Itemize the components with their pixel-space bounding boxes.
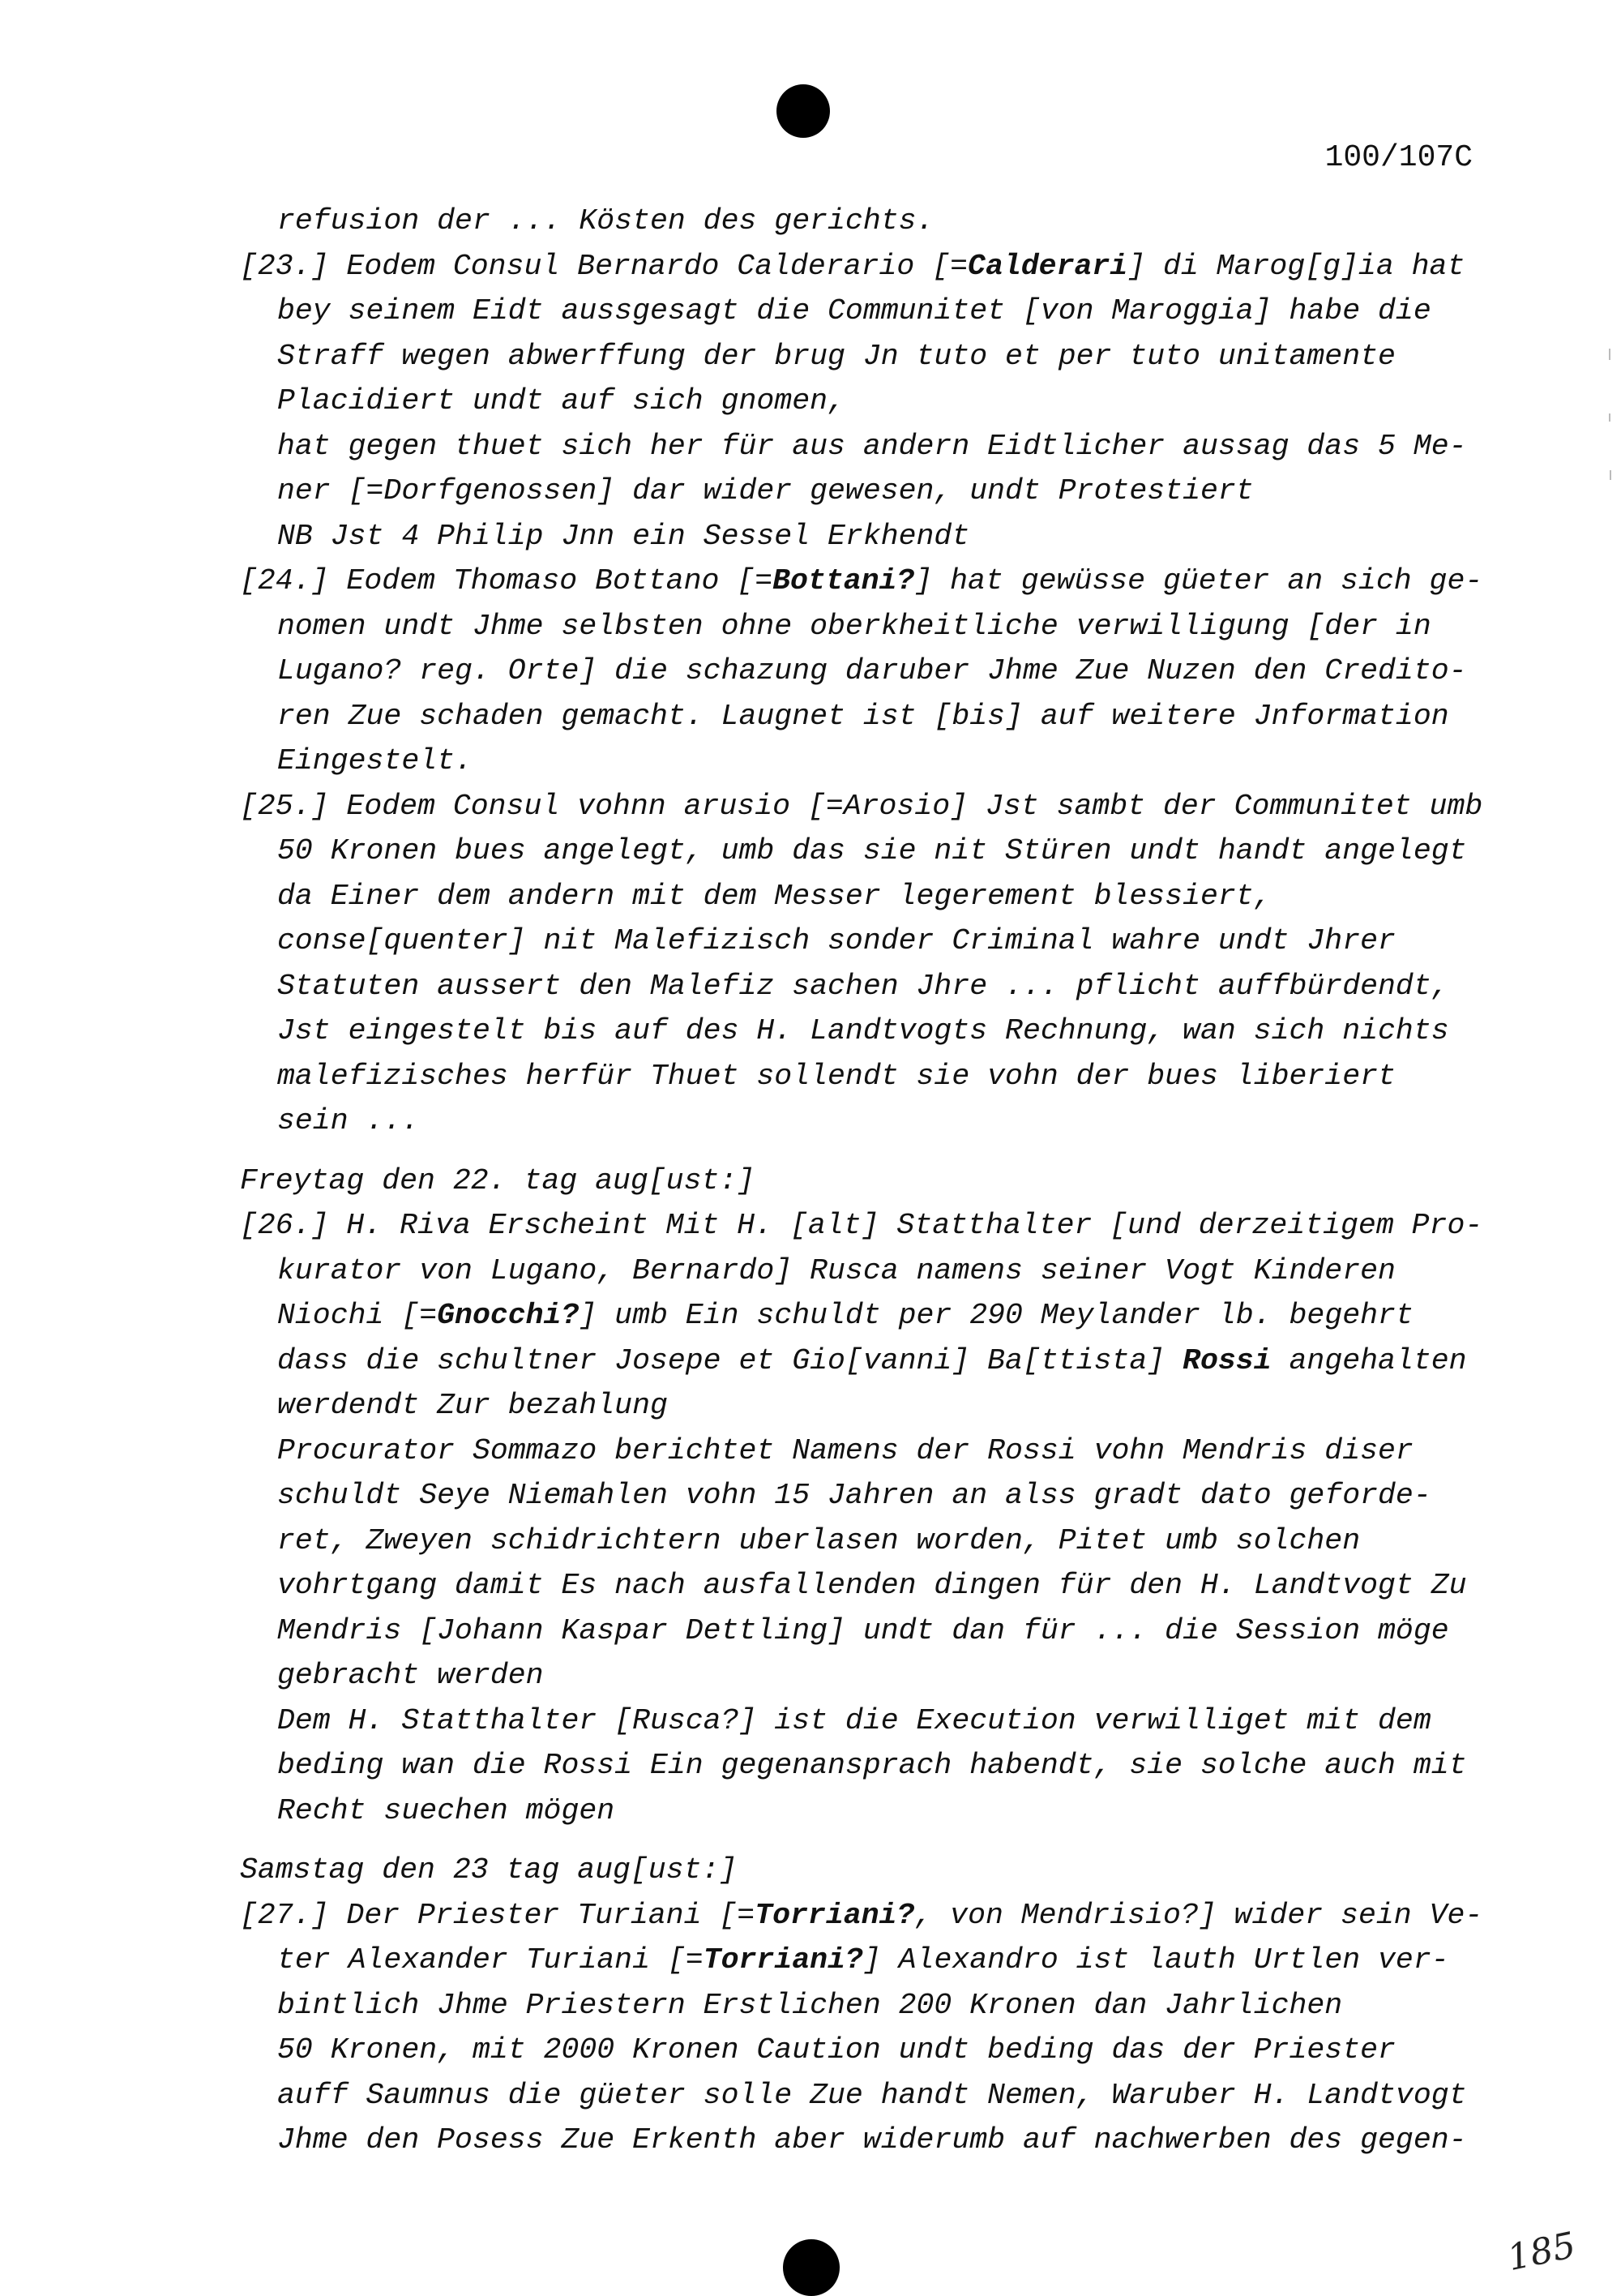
text-segment: Eingestelt. [277, 744, 473, 777]
text-line [240, 649, 1504, 694]
text-segment: werdendt Zur bezahlung [277, 1389, 668, 1422]
text-line [240, 559, 1504, 604]
text-segment: dass die schultner Josepe et Gio[vanni] Ba[ttista] [277, 1343, 1183, 1377]
name-emphasis: Bottani? [772, 564, 915, 598]
text-segment: [27.] Der Priester Turiani [= [240, 1898, 755, 1932]
text-line [240, 1203, 1504, 1249]
text-segment: ] Alexandro ist lauth Urtlen ver- [862, 1943, 1449, 1977]
text-segment: bey seinem Eidt aussgesagt die Communitet [von Maroggia] habe die [277, 294, 1431, 328]
text-segment: beding wan die Rossi Ein gegenansprach habendt, sie solche auch mit [277, 1749, 1467, 1782]
text-segment: Jst eingestelt bis auf des H. Landtvogts Rechnung, wan sich nichts [277, 1014, 1449, 1047]
text-line [240, 514, 1504, 559]
name-emphasis: Calderari [968, 249, 1128, 283]
text-segment: Straff wegen abwerffung der brug Jn tuto et per tuto unitamente [277, 339, 1396, 373]
text-segment: [24.] Eodem Thomaso Bottano [= [240, 564, 773, 598]
text-segment: 50 Kronen bues angelegt, umb das sie nit Stüren undt handt angelegt [277, 834, 1467, 867]
text-segment: refusion der ... Kösten des gerichts. [277, 204, 935, 238]
text-line [240, 784, 1504, 829]
text-line [240, 1983, 1504, 2028]
text-line [240, 1848, 1504, 1893]
name-emphasis: Torriani? [755, 1898, 915, 1932]
text-line [240, 739, 1504, 784]
text-line [240, 1519, 1504, 1564]
text-segment: ] umb Ein schuldt per 290 Meylander lb. begehrt [579, 1299, 1414, 1332]
text-segment: Dem H. Statthalter [Rusca?] ist die Execution verwilliget mit dem [277, 1703, 1431, 1737]
text-line [240, 1743, 1504, 1788]
text-segment: Lugano? reg. Orte] die schazung daruber Jhme Zue Nuzen den Credito- [277, 654, 1467, 688]
text-line [240, 694, 1504, 739]
name-emphasis: Gnocchi? [437, 1299, 580, 1332]
text-line [240, 199, 1504, 244]
text-segment: ner [=Dorfgenossen] dar wider gewesen, undt Protestiert [277, 474, 1254, 508]
text-line [240, 1383, 1504, 1429]
text-line [240, 1054, 1504, 1099]
text-segment: auff Saumnus die güeter solle Zue handt Nemen, Waruber H. Landtvogt [277, 2078, 1467, 2112]
text-segment: schuldt Seye Niemahlen vohn 15 Jahren an alss gradt dato geforde- [277, 1479, 1431, 1512]
text-segment: ret, Zweyen schidrichtern uberlasen worden, Pitet umb solchen [277, 1523, 1361, 1557]
text-line [240, 1249, 1504, 1294]
text-segment: da Einer dem andern mit dem Messer legerement blessiert, [277, 879, 1272, 913]
punch-hole-top [776, 84, 830, 138]
text-line [240, 289, 1504, 334]
text-line [240, 424, 1504, 469]
text-line [240, 1893, 1504, 1938]
text-line [240, 604, 1504, 649]
text-segment: Samstag den 23 tag aug[ust:] [240, 1853, 738, 1887]
text-line [240, 1099, 1504, 1144]
text-segment: ter Alexander Turiani [= [277, 1943, 704, 1977]
text-segment: Freytag den 22. tag aug[ust:] [240, 1163, 755, 1197]
text-line [240, 1339, 1504, 1384]
text-line [240, 1653, 1504, 1698]
text-line [240, 964, 1504, 1009]
text-line [240, 1429, 1504, 1474]
name-emphasis: Torriani? [703, 1943, 863, 1977]
text-line [240, 1159, 1504, 1204]
text-line [240, 2073, 1504, 2118]
text-segment: Procurator Sommazo berichtet Namens der Rossi vohn Mendris diser [277, 1433, 1414, 1467]
text-line [240, 244, 1504, 289]
margin-mark [1609, 349, 1610, 360]
text-segment: [25.] Eodem Consul vohnn arusio [=Arosio] Jst sambt der Communitet umb [240, 789, 1483, 823]
text-line [240, 1938, 1504, 1983]
text-segment: conse[quenter] nit Malefizisch sonder Criminal wahre undt Jhrer [277, 924, 1396, 957]
text-segment: sein ... [277, 1104, 420, 1137]
text-segment: malefizisches herfür Thuet sollendt sie vohn der bues liberiert [277, 1059, 1396, 1093]
name-emphasis: Rossi [1183, 1343, 1272, 1377]
text-line [240, 1473, 1504, 1519]
text-line [240, 1788, 1504, 1834]
text-line [240, 2118, 1504, 2163]
text-segment: Niochi [= [277, 1299, 438, 1332]
text-line [240, 1563, 1504, 1608]
text-line [240, 2028, 1504, 2073]
text-line [240, 379, 1504, 424]
text-segment: ren Zue schaden gemacht. Laugnet ist [bis] auf weitere Jnformation [277, 699, 1449, 733]
text-segment: ] hat gewüsse güeter an sich ge- [914, 564, 1483, 598]
text-line [240, 334, 1504, 379]
text-line [240, 874, 1504, 919]
handwritten-folio-number: 185 [1503, 2224, 1580, 2280]
text-line [240, 1698, 1504, 1744]
punch-hole-bottom [783, 2239, 840, 2296]
text-line [240, 1009, 1504, 1054]
text-line [240, 469, 1504, 514]
text-segment: angehalten [1271, 1343, 1467, 1377]
text-segment: [23.] Eodem Consul Bernardo Calderario [= [240, 249, 969, 283]
text-segment: Jhme den Posess Zue Erkenth aber widerumb auf nachwerben des gegen- [277, 2123, 1467, 2157]
text-segment: Mendris [Johann Kaspar Dettling] undt dan für ... die Session möge [277, 1613, 1449, 1647]
margin-mark [1610, 470, 1611, 480]
text-segment: hat gegen thuet sich her für aus andern Eidtlicher aussag das 5 Me- [277, 429, 1467, 463]
document-body [240, 199, 1504, 2163]
text-segment: nomen undt Jhme selbsten ohne oberkheitliche verwilligung [der in [277, 609, 1431, 643]
text-line [240, 829, 1504, 874]
text-segment: , von Mendrisio?] wider sein Ve- [914, 1898, 1483, 1932]
text-segment: bintlich Jhme Priestern Erstlichen 200 Kronen dan Jahrlichen [277, 1988, 1343, 2022]
text-line [240, 1608, 1504, 1654]
text-segment: vohrtgang damit Es nach ausfallenden dingen für den H. Landtvogt Zu [277, 1569, 1467, 1602]
page-number: 100/107C [1324, 140, 1473, 175]
text-segment: Statuten aussert den Malefiz sachen Jhre ... pflicht auffbürdendt, [277, 969, 1449, 1003]
text-line [240, 919, 1504, 964]
text-segment: Placidiert undt auf sich gnomen, [277, 384, 845, 418]
margin-mark [1609, 413, 1610, 422]
text-segment: kurator von Lugano, Bernardo] Rusca namens seiner Vogt Kinderen [277, 1253, 1396, 1287]
text-segment: NB Jst 4 Philip Jnn ein Sessel Erkhendt [277, 519, 970, 553]
text-segment: gebracht werden [277, 1659, 544, 1692]
text-segment: [26.] H. Riva Erscheint Mit H. [alt] Statthalter [und derzeitigem Pro- [240, 1209, 1483, 1242]
text-line [240, 1293, 1504, 1339]
text-segment: Recht suechen mögen [277, 1793, 615, 1827]
text-segment: ] di Marog[g]ia hat [1127, 249, 1465, 283]
text-segment: 50 Kronen, mit 2000 Kronen Caution undt beding das der Priester [277, 2033, 1396, 2067]
